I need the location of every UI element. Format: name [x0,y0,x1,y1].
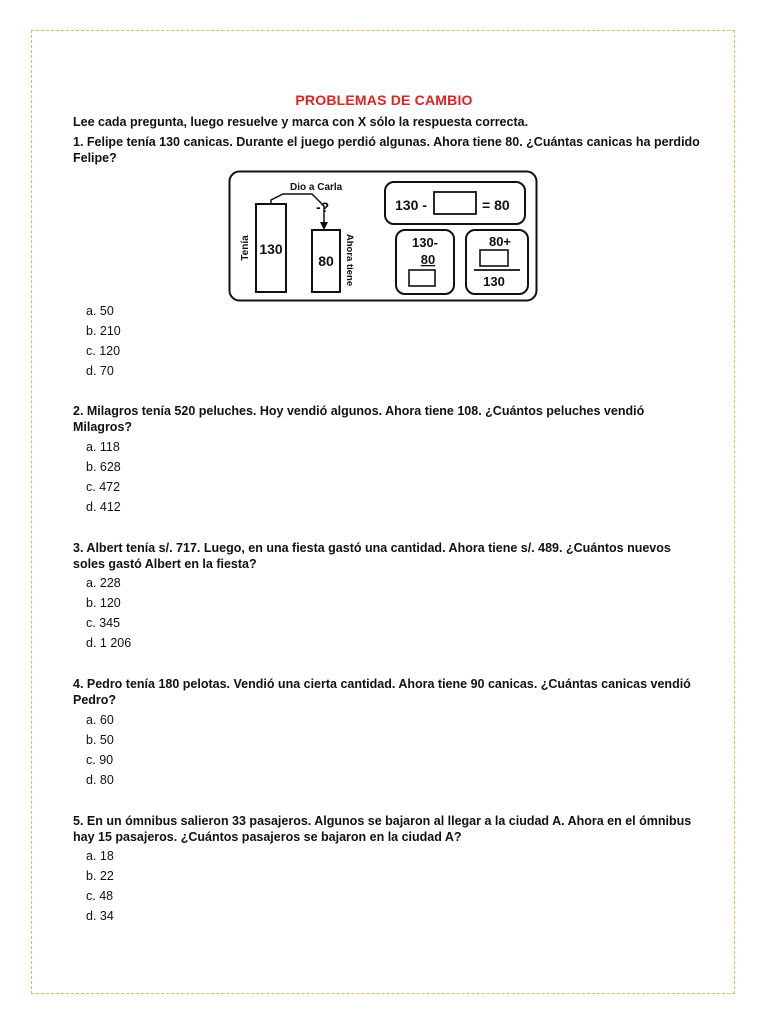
option-a[interactable]: a. 228 [86,576,121,590]
option-a[interactable]: a. 60 [86,713,114,727]
option-c[interactable]: c. 90 [86,753,114,767]
question-text-line: 2. Milagros tenía 520 peluches. Hoy vendió algunos. Ahora tiene 108. ¿Cuántos peluches vendió [73,404,645,418]
page-title: PROBLEMAS DE CAMBIO [295,92,473,108]
option-d[interactable]: d. 70 [86,364,114,378]
subtraction-top: 130- [411,235,439,250]
arrow-head [320,222,328,230]
options-3 [86,573,131,653]
label-dio: Dio a Carla [290,182,343,193]
question-1 [73,134,703,166]
question-text-line: soles gastó Albert en la fiesta? [73,557,257,571]
instructions: Lee cada pregunta, luego resuelve y marca con X sólo la respuesta correcta. [73,115,529,129]
option-d[interactable]: d. 1 206 [86,636,132,650]
question-text-line: Felipe? [73,151,117,165]
question-3 [73,540,703,572]
option-c[interactable]: c. 48 [86,889,114,903]
bar-ahora-value: 80 [318,253,334,269]
option-c[interactable]: c. 120 [86,344,121,358]
addition-blank [480,250,508,266]
equation-right: = 80 [482,197,510,213]
option-a[interactable]: a. 118 [86,440,120,454]
question-text-line: Pedro? [73,693,117,707]
addition-top: 80+ [488,234,512,249]
question-2 [73,403,703,435]
question-text-line: hay 15 pasajeros. ¿Cuántos pasajeros se bajaron en la ciudad A? [73,830,462,844]
options-4 [86,710,114,790]
option-c[interactable]: c. 472 [86,480,121,494]
option-d[interactable]: d. 412 [86,500,121,514]
option-d[interactable]: d. 80 [86,773,114,787]
problem-diagram [228,170,538,302]
subtraction-bottom: 80 [420,252,436,267]
label-ahora: Ahora tiene [344,233,355,287]
option-b[interactable]: b. 210 [86,324,121,338]
options-1 [86,301,121,381]
bar-tenia-value: 130 [259,241,283,257]
question-text-line: 4. Pedro tenía 180 pelotas. Vendió una cierta cantidad. Ahora tiene 90 canicas. ¿Cuántas canicas vendió [73,677,691,691]
options-2 [86,437,121,517]
equation-blank [434,192,476,214]
option-a[interactable]: a. 18 [86,849,114,863]
question-text-line: Milagros? [73,420,133,434]
label-tenia: Tenía [240,235,251,261]
option-b[interactable]: b. 628 [86,460,121,474]
addition-result: 130 [483,274,505,289]
options-5 [86,846,114,926]
option-b[interactable]: b. 50 [86,733,114,747]
option-d[interactable]: d. 34 [86,909,114,923]
option-a[interactable]: a. 50 [86,304,114,318]
option-b[interactable]: b. 120 [86,596,121,610]
question-4 [73,676,703,708]
equation-left: 130 - [395,197,427,213]
option-b[interactable]: b. 22 [86,869,114,883]
subtraction-blank [409,270,435,286]
question-text-line: 5. En un ómnibus salieron 33 pasajeros. Algunos se bajaron al llegar a la ciudad A. Ahora en el ómnibus [73,814,692,828]
question-5 [73,813,703,845]
question-text-line: 3. Albert tenía s/. 717. Luego, en una fiesta gastó una cantidad. Ahora tiene s/. 489. ¿Cuántos nuevos [73,541,671,555]
label-question: -? [316,199,330,215]
question-text-line: 1. Felipe tenía 130 canicas. Durante el juego perdió algunas. Ahora tiene 80. ¿Cuántas canicas ha perdido [73,135,700,149]
option-c[interactable]: c. 345 [86,616,121,630]
